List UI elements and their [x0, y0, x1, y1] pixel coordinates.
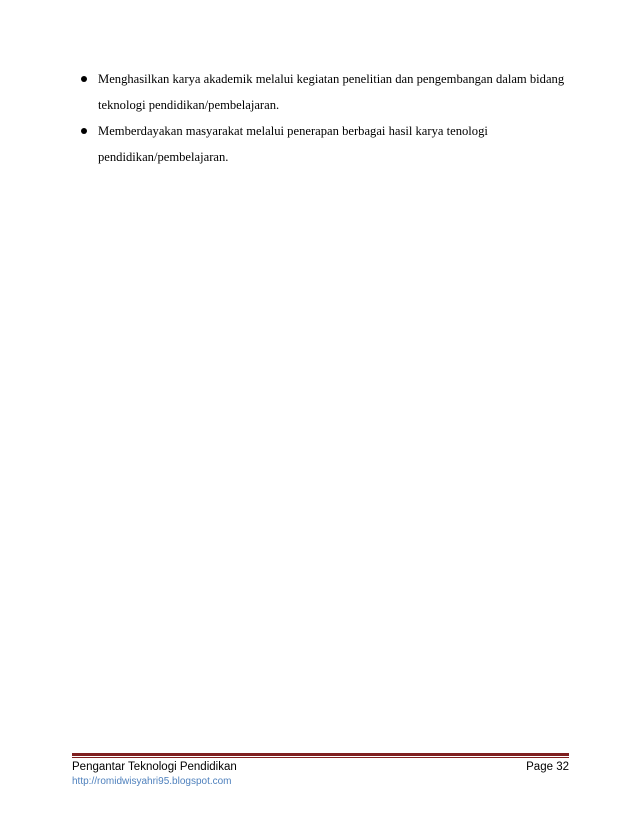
footer-url-link[interactable]: http://romidwisyahri95.blogspot.com [72, 776, 232, 787]
list-item [72, 66, 572, 118]
footer-divider [72, 753, 569, 756]
footer-divider-thin [72, 757, 569, 758]
bullet-icon [81, 128, 87, 134]
list-item [72, 118, 572, 170]
bullet-text: Memberdayakan masyarakat melalui penerapan berbagai hasil karya tenologi pendidikan/pembelajaran. [98, 124, 488, 164]
page-number: Page 32 [526, 761, 569, 773]
bullet-text: Menghasilkan karya akademik melalui kegiatan penelitian dan pengembangan dalam bidang teknologi pendidikan/pembelajaran. [98, 72, 565, 112]
bullet-list [72, 66, 572, 170]
bullet-icon [81, 76, 87, 82]
footer-title: Pengantar Teknologi Pendidikan [72, 761, 237, 773]
